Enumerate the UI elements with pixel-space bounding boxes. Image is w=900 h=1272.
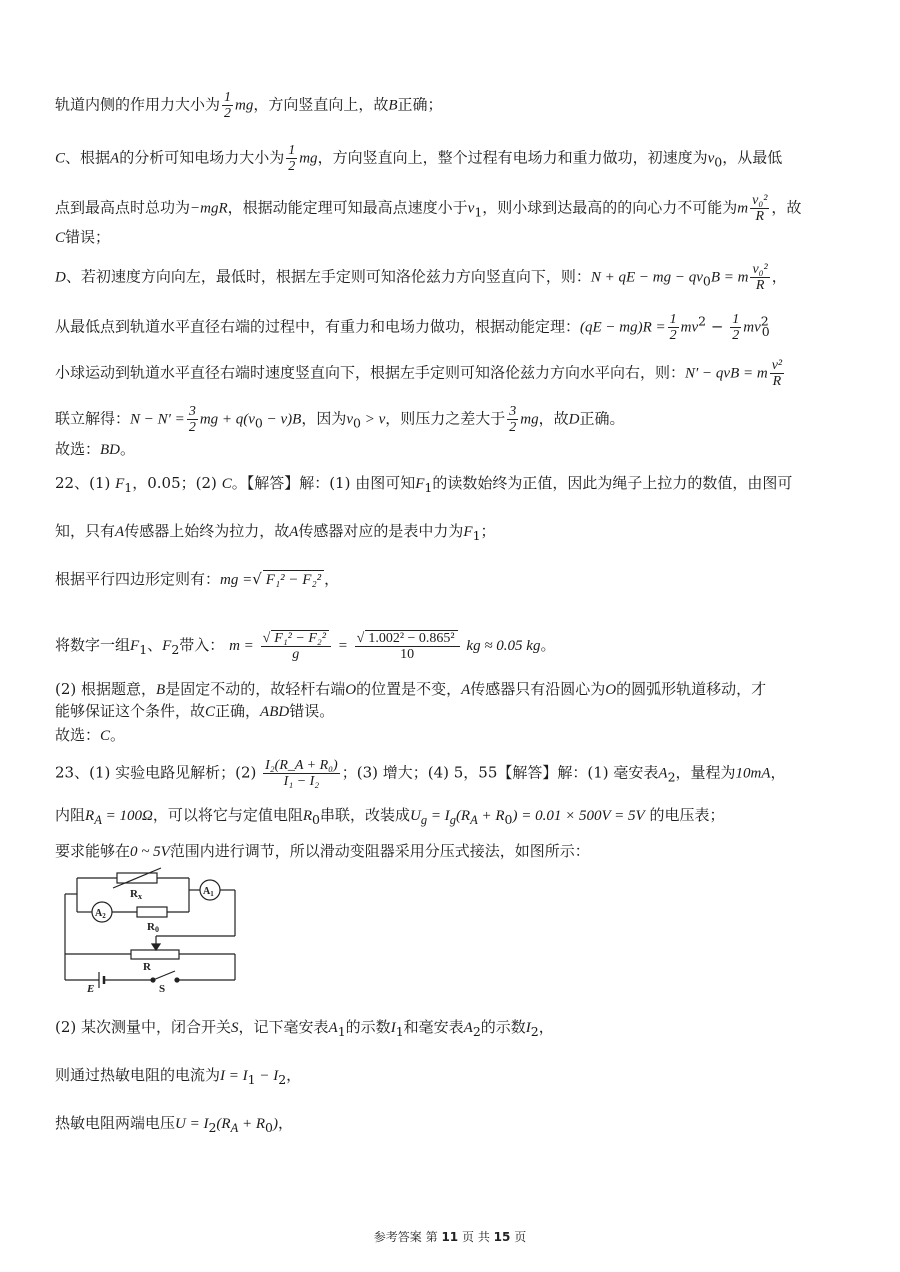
text-line-3: 点到最高点时总功为−mgR，根据动能定理可知最高点速度小于$v_1$，则小球到达最高的的向心力不可能为m $\frac{\text{v₀²}}{R}$ ，故 — [55, 193, 802, 224]
rheostat-r — [131, 950, 179, 959]
resistor-r0 — [137, 907, 167, 917]
text-line-10: 22、(1) $F_1$，0.05；(2) C。【解答】解：(1) 由图可知$F_1$的读数始终为正值，因此为绳子上拉力的数值，由图可 — [55, 474, 793, 495]
text-line-17: 23、(1) 实验电路见解析；(2) $\frac{\text{I₂(R\_A + R₀)}}{\text{I₁ − I₂}}$ ；(3) 增大；(4) 5，55【解答】解：(1) 毫安表$A_2$，量程为10mA， — [55, 758, 786, 789]
fraction-v0sq-over-R: $\frac{\text{v₀²}}{R}$ — [752, 193, 768, 224]
fraction-sqrt-over-g: $\frac{\text{√ F₁² − F₂²}}{g}$ — [261, 630, 331, 662]
label-r0: R0 — [147, 921, 159, 934]
text-line-4: C错误； — [55, 228, 111, 246]
text-line-1: 轨道内侧的作用力大小为 $\frac{1}{2}$ mg，方向竖直向上，故B正确； — [55, 90, 443, 121]
fraction-three-halves: $\frac{3}{2}$ — [509, 404, 517, 435]
text-line-14: (2) 根据题意，B是固定不动的，故轻杆右端O的位置是不变，A传感器只有沿圆心为O的圆弧形轨道移动，才 — [55, 680, 767, 698]
fraction-half: $\frac{1}{2}$ — [669, 312, 677, 343]
text-line-13: 将数字一组$F_1$、$F_2$带入： m = $\frac{\text{√ F₁² − F₂²}}{g}$ = $\frac{\text{√ 1.002² − 0.865²}}{10}$ kg ≈ 0.05 kg。 — [55, 631, 556, 662]
text-line-16: 故选：C。 — [55, 726, 126, 744]
text-line-11: 知，只有A传感器上始终为拉力，故A传感器对应的是表中力为$F_1$； — [55, 522, 496, 543]
fraction-three-halves: $\frac{3}{2}$ — [188, 404, 196, 435]
page-footer: 参考答案 第 11 页 共 15 页 — [373, 1230, 527, 1244]
fraction-sqrt-over-10: $\frac{\text{√ 1.002² − 0.865²}}{10}$ — [355, 630, 460, 662]
fraction-v0sq-over-R: $\frac{\text{v₀²}}{R}$ — [752, 262, 768, 293]
line-text: 轨道内侧的作用力大小为 — [55, 95, 221, 114]
text-line-6: 从最低点到轨道水平直径右端的过程中，有重力和电场力做功，根据动能定理：(qE − mg)R = $\frac{1}{2}$ $mv^2$ − $\frac{1}{2}$ $mv^2_0$ — [55, 312, 770, 343]
text-line-7: 小球运动到轨道水平直径右端时速度竖直向下，根据左手定则可知洛伦兹力方向水平向右，则：N′ − qvB = m $\frac{\text{v²}}{R}$ — [55, 358, 783, 389]
thermistor-mark — [113, 868, 161, 888]
text-line-18: 内阻$R_A = 100\Omega$，可以将它与定值电阻$R_0$串联，改装成$U_g = I_g(R_A + R_0) = 0.01 \times 500V = 5V$ 的电压表； — [55, 806, 725, 827]
label-e: E — [87, 983, 95, 994]
label-s: S — [159, 983, 166, 994]
circuit-diagram — [55, 866, 245, 994]
text-line-2: C、根据A的分析可知电场力大小为 $\frac{1}{2}$ mg，方向竖直向上，整个过程有电场力和重力做功，初速度为$v_0$，从最低 — [55, 143, 783, 174]
text-line-8: 联立解得：N − N′ = $\frac{3}{2}$ mg + $q(v_0 - v)B$，因为$v_0 > v$，则压力之差大于 $\frac{3}{2}$ mg，故D正确。 — [55, 404, 625, 435]
label-a1: $A_1$ — [203, 886, 214, 898]
text-line-21: 则通过热敏电阻的电流为$I = I_1 - I_2$， — [55, 1066, 302, 1087]
fraction-half: $\frac{1}{2}$ — [288, 143, 296, 174]
label-r: R — [143, 961, 151, 973]
text-line-9: 故选：BD。 — [55, 440, 136, 458]
slider-arrow — [152, 944, 160, 950]
sqrt-symbol: √ — [252, 570, 262, 588]
text-line-5: D、若初速度方向向左，最低时，根据左手定则可知洛伦兹力方向竖直向下，则：N + qE − mg − $qv_0B = m$ $\frac{\text{v₀²}}{R}$ ， — [55, 262, 787, 293]
label-a2: $A_2$ — [95, 908, 106, 920]
fraction-vsq-over-R: $\frac{\text{v²}}{R}$ — [771, 358, 783, 389]
sqrt-expression: F₁² − F₂² — [263, 570, 324, 589]
text-line-15: 能够保证这个条件，故C正确，ABD错误。 — [55, 702, 335, 720]
text-line-22: 热敏电阻两端电压$U = I_2(R_A + R_0)$， — [55, 1114, 293, 1135]
label-rx: Rx — [130, 888, 142, 901]
fraction-I2-RA-R0-over-I1-I2: $\frac{\text{I₂(R\_A + R₀)}}{\text{I₁ − I₂}}$ — [265, 758, 338, 789]
switch-blade — [153, 971, 175, 980]
text-line-12: 根据平行四边形定则有：mg =√ F₁² − F₂² ， — [55, 570, 340, 588]
text-line-20: (2) 某次测量中，闭合开关S，记下毫安表$A_1$的示数$I_1$和毫安表$A_2$的示数$I_2$， — [55, 1018, 554, 1039]
fraction-half: $\frac{1}{2}$ — [732, 312, 740, 343]
text-line-19: 要求能够在0 ~ 5V范围内进行调节，所以滑动变阻器采用分压式接法，如图所示： — [55, 842, 590, 860]
fraction-half: $\frac{1}{2}$ — [224, 90, 232, 121]
